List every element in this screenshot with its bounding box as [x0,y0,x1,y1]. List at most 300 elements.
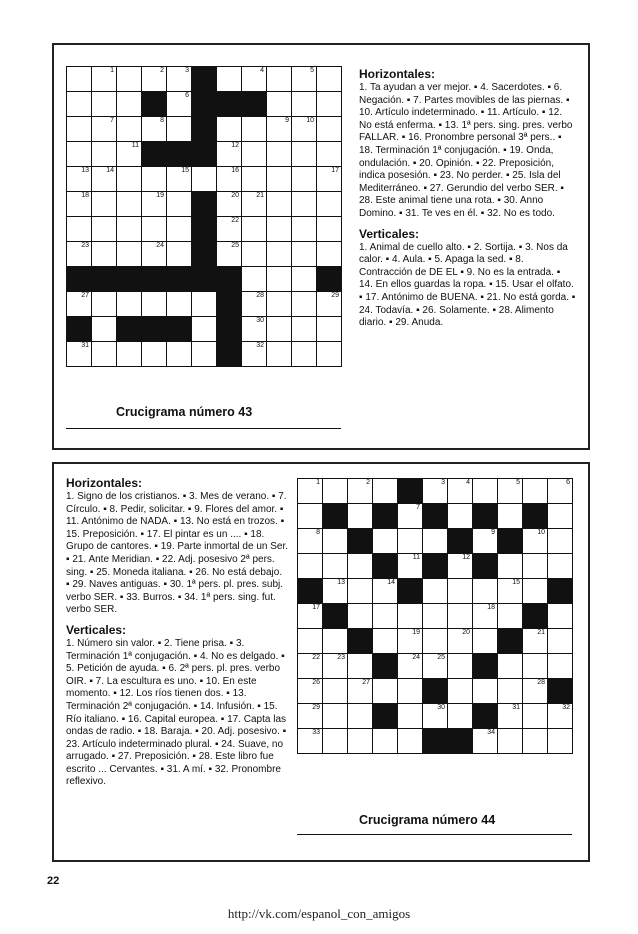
grid-cell[interactable] [92,317,116,341]
grid-cell[interactable] [448,629,472,653]
grid-cell[interactable] [323,554,347,578]
grid-cell[interactable] [348,504,372,528]
grid-cell[interactable] [348,479,372,503]
grid-cell[interactable] [267,217,291,241]
grid-cell[interactable] [292,317,316,341]
grid-cell[interactable] [142,192,166,216]
grid-cell[interactable] [323,704,347,728]
grid-cell[interactable] [298,654,322,678]
grid-cell[interactable] [242,317,266,341]
grid-cell[interactable] [398,554,422,578]
black-cell [473,704,497,728]
black-cell [548,579,572,603]
grid-cell[interactable] [348,604,372,628]
grid-cell[interactable] [423,704,447,728]
horizontal-heading: Horizontales: [66,476,143,490]
grid-cell[interactable] [267,117,291,141]
grid-cell[interactable] [92,142,116,166]
grid-cell[interactable] [217,242,241,266]
clue-number: 30 [437,704,445,711]
grid-cell[interactable] [167,67,191,91]
grid-cell[interactable] [548,629,572,653]
grid-cell[interactable] [117,67,141,91]
grid-cell[interactable] [348,679,372,703]
grid-cell[interactable] [473,579,497,603]
grid-cell[interactable] [292,92,316,116]
grid-cell[interactable] [92,217,116,241]
clue-number: 3 [441,479,445,486]
grid-cell[interactable] [142,342,166,366]
black-cell [373,554,397,578]
page-number: 22 [47,875,60,887]
grid-cell[interactable] [323,729,347,753]
clue-number: 17 [312,604,320,611]
crossword-44-title: Crucigrama número 44 [359,813,496,827]
black-cell [523,604,547,628]
grid-cell[interactable] [92,342,116,366]
grid-cell[interactable] [217,117,241,141]
grid-cell[interactable] [117,242,141,266]
grid-cell[interactable] [423,629,447,653]
clue-number: 26 [206,267,214,274]
vertical-heading: Verticales: [359,226,420,241]
grid-cell[interactable] [67,117,91,141]
grid-cell[interactable] [473,679,497,703]
grid-cell[interactable] [448,479,472,503]
clue-number: 1 [110,67,114,74]
grid-cell[interactable] [323,629,347,653]
grid-cell[interactable] [242,67,266,91]
clue-number: 11 [412,554,420,561]
grid-cell[interactable] [317,142,341,166]
clue-number: 22 [231,217,239,224]
grid-cell[interactable] [317,167,341,191]
black-cell [473,554,497,578]
grid-cell[interactable] [398,654,422,678]
black-cell [398,479,422,503]
grid-cell[interactable] [242,117,266,141]
grid-cell[interactable] [267,167,291,191]
black-cell [217,267,241,291]
black-cell [373,704,397,728]
clue-number: 29 [331,292,339,299]
grid-cell[interactable] [448,704,472,728]
clue-number: 14 [106,167,114,174]
grid-cell[interactable] [317,217,341,241]
clue-number: 25 [437,654,445,661]
clue-number: 28 [537,679,545,686]
grid-cell[interactable] [548,704,572,728]
grid-cell[interactable] [67,167,91,191]
grid-cell[interactable] [498,729,522,753]
grid-cell[interactable] [67,142,91,166]
black-cell [348,529,372,553]
crossword-43-clues [359,67,576,336]
clue-number: 21 [256,192,264,199]
black-cell [192,67,216,91]
grid-cell[interactable] [267,92,291,116]
grid-cell[interactable] [267,142,291,166]
clue-number: 6 [566,479,570,486]
grid-cell[interactable] [117,142,141,166]
grid-cell[interactable] [473,529,497,553]
grid-cell[interactable] [298,479,322,503]
vertical-clues: 1. Número sin valor. ▪ 2. Tiene prisa. ▪ 3. Terminación 1ª conjugación. ▪ 4. No es delgado. ▪ 5. Petición de ayuda. ▪ 6. 2ª pers. pl. pres. verbo OIR. ▪ 7. La escultura es uno. ▪ 10. En este momento. ▪ 12. Los ríos tienen dos. ▪ 13. Terminación 2ª conjugación. ▪ 14. Infusión. ▪ 15. Río italiano. ▪ 16. Capital europea. ▪ 17. Capta las ondas de radio. ▪ 18. Baraja. ▪ 20. Adj. posesivo. ▪ 23. Artículo indeterminado plural. ▪ 24. Suave, no arrugado. ▪ 27. Preposición. ▪ 28. Este libro fue escrito ... Cervantes. ▪ 31. A mí. ▪ 32. Pronombre reflexivo. [66,637,287,788]
grid-cell[interactable] [348,654,372,678]
clue-number: 33 [312,729,320,736]
grid-cell[interactable] [292,342,316,366]
grid-cell[interactable] [117,117,141,141]
clue-number: 16 [562,579,570,586]
grid-cell[interactable] [548,504,572,528]
clue-number: 31 [81,342,89,349]
grid-cell[interactable] [167,92,191,116]
clue-number: 24 [156,242,164,249]
grid-cell[interactable] [523,729,547,753]
grid-cell[interactable] [373,529,397,553]
clue-number: 13 [81,167,89,174]
grid-cell[interactable] [423,479,447,503]
clue-number: 10 [537,529,545,536]
grid-cell[interactable] [92,192,116,216]
grid-cell[interactable] [142,292,166,316]
grid-cell[interactable] [242,267,266,291]
grid-cell[interactable] [523,579,547,603]
clue-number: 9 [491,529,495,536]
grid-cell[interactable] [317,292,341,316]
black-cell [298,579,322,603]
clue-number: 31 [512,704,520,711]
grid-cell[interactable] [323,679,347,703]
black-cell [192,92,216,116]
grid-cell[interactable] [473,729,497,753]
grid-cell[interactable] [217,217,241,241]
grid-cell[interactable] [448,504,472,528]
clue-number: 27 [81,292,89,299]
grid-cell[interactable] [423,654,447,678]
grid-cell[interactable] [323,479,347,503]
clue-number: 19 [412,629,420,636]
grid-cell[interactable] [373,629,397,653]
grid-cell[interactable] [523,479,547,503]
grid-cell[interactable] [167,242,191,266]
black-cell [348,629,372,653]
grid-cell[interactable] [398,604,422,628]
grid-cell[interactable] [523,554,547,578]
grid-cell[interactable] [292,67,316,91]
grid-cell[interactable] [448,604,472,628]
grid-cell[interactable] [548,729,572,753]
grid-cell[interactable] [548,554,572,578]
grid-cell[interactable] [448,554,472,578]
black-cell [398,579,422,603]
black-cell [142,267,166,291]
black-cell [192,117,216,141]
clue-number: 34 [487,729,495,736]
grid-cell[interactable] [548,654,572,678]
grid-cell[interactable] [348,554,372,578]
grid-cell[interactable] [317,67,341,91]
grid-cell[interactable] [242,242,266,266]
clue-number: 13 [337,579,345,586]
grid-cell[interactable] [92,117,116,141]
grid-cell[interactable] [142,117,166,141]
grid-cell[interactable] [548,604,572,628]
clue-number: 20 [231,192,239,199]
grid-cell[interactable] [67,292,91,316]
clue-number: 12 [231,142,239,149]
grid-cell[interactable] [217,192,241,216]
grid-cell[interactable] [142,217,166,241]
grid-cell[interactable] [323,579,347,603]
clue-number: 25 [231,242,239,249]
grid-cell[interactable] [498,654,522,678]
grid-cell[interactable] [92,92,116,116]
grid-cell[interactable] [117,92,141,116]
grid-cell[interactable] [298,604,322,628]
grid-cell[interactable] [398,504,422,528]
black-cell [217,317,241,341]
grid-cell[interactable] [117,217,141,241]
black-cell [142,142,166,166]
grid-cell[interactable] [142,67,166,91]
grid-cell[interactable] [548,529,572,553]
grid-cell[interactable] [217,167,241,191]
clue-number: 16 [231,167,239,174]
black-cell [423,679,447,703]
grid-cell[interactable] [523,704,547,728]
grid-cell[interactable] [473,479,497,503]
grid-cell[interactable] [498,704,522,728]
title-underline [66,428,341,429]
grid-cell[interactable] [242,342,266,366]
clue-number: 8 [316,529,320,536]
grid-cell[interactable] [292,167,316,191]
grid-cell[interactable] [292,142,316,166]
grid-cell[interactable] [117,167,141,191]
black-cell [67,317,91,341]
grid-cell[interactable] [267,342,291,366]
grid-cell[interactable] [523,654,547,678]
black-cell [192,242,216,266]
grid-cell[interactable] [317,92,341,116]
grid-cell[interactable] [317,192,341,216]
grid-cell[interactable] [298,729,322,753]
grid-cell[interactable] [242,292,266,316]
clue-number: 5 [516,479,520,486]
grid-cell[interactable] [473,629,497,653]
crossword-43-title: Crucigrama número 43 [116,405,253,419]
grid-cell[interactable] [167,292,191,316]
grid-cell[interactable] [298,504,322,528]
grid-cell[interactable] [67,92,91,116]
grid-cell[interactable] [498,504,522,528]
grid-cell[interactable] [67,217,91,241]
clue-number: 1 [316,479,320,486]
black-cell [423,729,447,753]
clue-number: 23 [81,242,89,249]
grid-cell[interactable] [498,604,522,628]
grid-cell[interactable] [398,529,422,553]
grid-cell[interactable] [523,529,547,553]
grid-cell[interactable] [373,604,397,628]
black-cell [217,292,241,316]
grid-cell[interactable] [373,679,397,703]
clue-number: 17 [331,167,339,174]
black-cell [448,529,472,553]
black-cell [448,729,472,753]
clue-number: 20 [462,629,470,636]
grid-cell[interactable] [398,679,422,703]
grid-cell[interactable] [348,704,372,728]
grid-cell[interactable] [92,167,116,191]
grid-cell[interactable] [267,242,291,266]
grid-cell[interactable] [267,267,291,291]
grid-cell[interactable] [217,142,241,166]
crossword-44-clues [66,476,288,795]
clue-number: 3 [185,67,189,74]
grid-cell[interactable] [67,67,91,91]
grid-cell[interactable] [298,554,322,578]
grid-cell[interactable] [423,529,447,553]
grid-cell[interactable] [142,242,166,266]
vertical-heading: Verticales: [66,622,127,637]
clue-number: 5 [310,67,314,74]
grid-cell[interactable] [317,117,341,141]
clue-number: 7 [110,117,114,124]
grid-cell[interactable] [523,629,547,653]
grid-cell[interactable] [192,167,216,191]
crossword-43-grid [66,66,342,367]
grid-cell[interactable] [348,579,372,603]
grid-cell[interactable] [398,729,422,753]
grid-cell[interactable] [167,117,191,141]
clue-number: 22 [312,654,320,661]
black-cell [317,267,341,291]
grid-cell[interactable] [67,242,91,266]
grid-cell[interactable] [498,554,522,578]
clue-number: 28 [256,292,264,299]
black-cell [192,217,216,241]
black-cell [423,504,447,528]
black-cell [142,317,166,341]
grid-cell[interactable] [448,679,472,703]
black-cell [92,267,116,291]
grid-cell[interactable] [92,67,116,91]
grid-cell[interactable] [292,117,316,141]
grid-cell[interactable] [298,629,322,653]
grid-cell[interactable] [473,604,497,628]
clue-number: 8 [160,117,164,124]
grid-cell[interactable] [373,479,397,503]
grid-cell[interactable] [292,192,316,216]
black-cell [192,142,216,166]
grid-cell[interactable] [448,579,472,603]
footer-url: http://vk.com/espanol_con_amigos [227,906,411,921]
grid-cell[interactable] [67,342,91,366]
clue-number: 27 [362,679,370,686]
grid-cell[interactable] [373,579,397,603]
grid-cell[interactable] [498,479,522,503]
black-cell [117,317,141,341]
grid-cell[interactable] [398,629,422,653]
black-cell [323,504,347,528]
clue-number: 2 [160,67,164,74]
black-cell [498,529,522,553]
grid-cell[interactable] [267,317,291,341]
grid-cell[interactable] [167,167,191,191]
clue-number: 11 [131,142,139,149]
grid-cell[interactable] [523,679,547,703]
grid-cell[interactable] [317,317,341,341]
black-cell [67,267,91,291]
grid-cell[interactable] [92,242,116,266]
grid-cell[interactable] [267,67,291,91]
grid-cell[interactable] [242,192,266,216]
grid-cell[interactable] [348,729,372,753]
grid-cell[interactable] [373,729,397,753]
grid-cell[interactable] [548,479,572,503]
grid-cell[interactable] [117,192,141,216]
grid-cell[interactable] [298,679,322,703]
black-cell [473,654,497,678]
grid-cell[interactable] [292,292,316,316]
grid-cell[interactable] [498,679,522,703]
grid-cell[interactable] [117,292,141,316]
grid-cell[interactable] [292,242,316,266]
crossword-44-panel [52,462,590,862]
grid-cell[interactable] [317,242,341,266]
grid-cell[interactable] [323,529,347,553]
grid-cell[interactable] [423,604,447,628]
clue-number: 4 [260,67,264,74]
grid-cell[interactable] [292,217,316,241]
clue-number: 9 [285,117,289,124]
grid-cell[interactable] [92,292,116,316]
grid-cell[interactable] [398,704,422,728]
grid-cell[interactable] [192,292,216,316]
grid-cell[interactable] [117,342,141,366]
grid-cell[interactable] [242,217,266,241]
grid-cell[interactable] [292,267,316,291]
grid-cell[interactable] [167,342,191,366]
black-cell [498,629,522,653]
grid-cell[interactable] [242,167,266,191]
grid-cell[interactable] [242,142,266,166]
grid-cell[interactable] [167,217,191,241]
clue-number: 7 [416,504,420,511]
grid-cell[interactable] [423,579,447,603]
grid-cell[interactable] [267,192,291,216]
grid-cell[interactable] [298,529,322,553]
grid-cell[interactable] [192,342,216,366]
grid-cell[interactable] [498,579,522,603]
grid-cell[interactable] [217,67,241,91]
grid-cell[interactable] [142,167,166,191]
grid-cell[interactable] [298,704,322,728]
grid-cell[interactable] [323,654,347,678]
grid-cell[interactable] [167,192,191,216]
grid-cell[interactable] [448,654,472,678]
grid-cell[interactable] [267,292,291,316]
clue-number: 18 [487,604,495,611]
grid-cell[interactable] [67,192,91,216]
clue-number: 4 [466,479,470,486]
grid-cell[interactable] [317,342,341,366]
black-cell [217,342,241,366]
clue-number: 15 [181,167,189,174]
grid-cell[interactable] [192,317,216,341]
